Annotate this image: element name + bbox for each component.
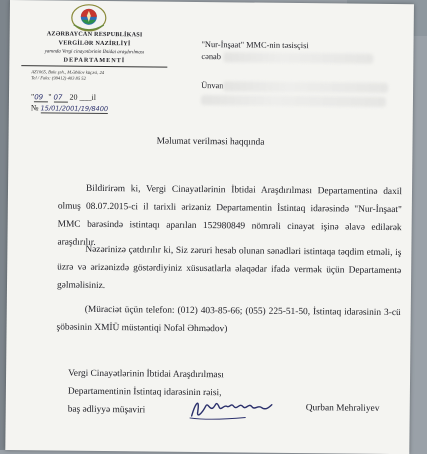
emblem-icon xyxy=(68,3,110,33)
date-open-quote: " xyxy=(30,92,35,102)
letterhead-divider xyxy=(21,65,167,68)
body-paragraph-2: Nəzərinizə çatdırılır ki, Siz zəruri hesab olunan sənədləri istintaqa təqdim etməli, iş üzrə və ərizənizdə göstərdiyiniz xüsusatlarla əlaqədar ifadə vermək üçün Departamentə gəlməlisiniz. xyxy=(56,244,402,292)
signer-title-3: baş ədliyyə müşaviri xyxy=(67,404,146,416)
date-month: 07 xyxy=(53,93,67,102)
letterhead-line-1: AZƏRBAYCAN RESPUBLİKASI xyxy=(46,30,143,39)
signer-title-2: Departamentinin İstintaq idarəsinin rəisi, xyxy=(67,386,222,399)
signer-title-1: Vergi Cinayətlərinin İbtidai Araşdırılması xyxy=(68,368,224,381)
redacted-address-1 xyxy=(223,81,388,93)
body-paragraph-1: Bildirirəm ki, Vergi Cinayətlərinin İbtidai Araşdırılması Departamentinə daxil olmuş 08.07.2015-ci il tarixli ərizəniz Departamentin İstintaq idarəsində "Nur-İnşaat" MMC barəsində istintaqı aparılan 152980849 nömrəli cinayət işinə əlavə edilərək araşdırılır. xyxy=(57,183,403,248)
date-close-quote: " xyxy=(48,92,52,102)
letterhead-address: AZ1065, Bakı şəh., M.Əbilov küçəsi, 24 xyxy=(31,69,105,75)
letterhead-line-4: DEPARTAMENTİ xyxy=(63,56,126,65)
recipient-company: "Nur-İnşaat" MMC-nin təsisçisi xyxy=(201,40,309,51)
date-day: 09 xyxy=(34,93,48,102)
recipient-address-label: Ünvan xyxy=(201,81,224,91)
reference-prefix: № xyxy=(30,103,39,113)
letterhead-line-2: VERGİLƏR NAZİRLİYİ xyxy=(58,39,131,48)
letterhead-line-3: yanında Vergi cinayətlərinin İbtidai araşdırılması xyxy=(44,49,145,56)
date-year: 20 ___il xyxy=(69,92,97,102)
date-line xyxy=(31,92,96,103)
letter-page xyxy=(5,0,414,454)
reference-line xyxy=(31,103,108,114)
letterhead-phone: Tel / Faks: (99412) 403 85 52 xyxy=(31,75,86,81)
signer-name: Qurban Mehrəliyev xyxy=(305,403,380,414)
recipient-salutation: cənab xyxy=(201,52,221,62)
redacted-name xyxy=(223,52,373,64)
signature-icon xyxy=(186,392,276,423)
redacted-address-2 xyxy=(201,95,386,107)
body-paragraph-3: (Müraciət üçün telefon: (012) 403-85-66; (055) 225-51-50, İstintaq idarəsinin 3-cü şöbəsinin XMİÜ müstəntiqi Nofəl Əhmədov) xyxy=(56,304,401,335)
reference-number: 15/01/2001/19/8400 xyxy=(40,104,109,114)
letter-subject: Məlumat verilməsi haqqında xyxy=(156,136,265,148)
